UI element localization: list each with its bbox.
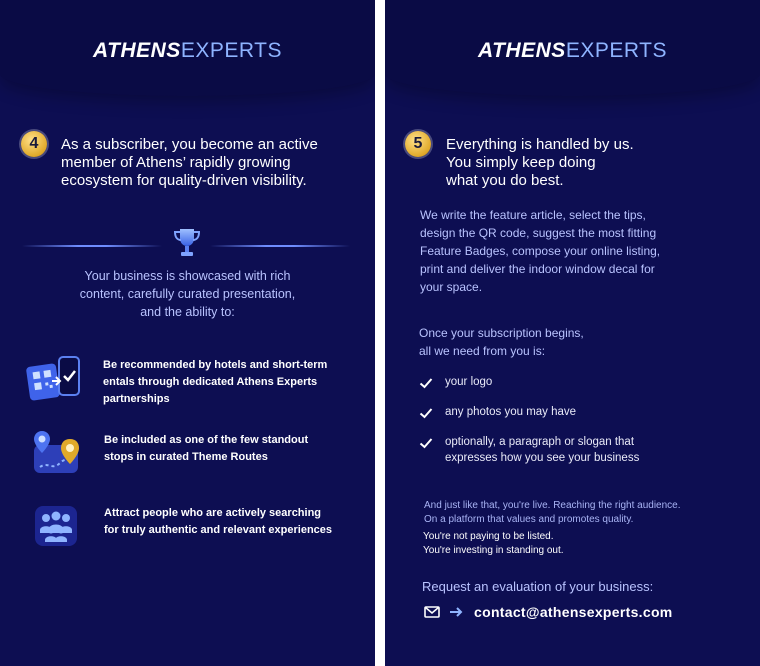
logo-part-2: EXPERTS: [565, 39, 667, 62]
email-link[interactable]: contact@athensexperts.com: [474, 604, 673, 620]
route-map-icon: [30, 427, 82, 479]
headline-line: You simply keep doing: [446, 154, 596, 171]
checklist-text: [445, 404, 576, 420]
subscription-line: all we need from you is:: [419, 344, 546, 358]
checklist-line: any photos you may have: [445, 406, 577, 418]
feature-line: partnerships: [103, 393, 170, 405]
closing-strong-text: [423, 530, 564, 558]
feature-line: entals through dedicated Athens Experts: [103, 376, 318, 388]
divider-right: [210, 245, 350, 247]
brand-logo: [0, 40, 375, 62]
closing-strong-line: You're not paying to be listed.: [423, 531, 554, 542]
paragraph-line: design the QR code, suggest the most fitting: [420, 226, 657, 240]
step-headline: [61, 136, 318, 190]
people-group-icon: [35, 506, 77, 546]
step-headline: [446, 136, 634, 190]
feature-line: Be included as one of the few standout: [104, 434, 309, 446]
checklist-text: [445, 374, 492, 390]
checklist-line: optionally, a paragraph or slogan that: [445, 436, 635, 448]
check-icon: [419, 406, 433, 420]
intro-text: [0, 267, 375, 321]
feature-line: for truly authentic and relevant experiences: [104, 524, 333, 536]
feature-attract: [104, 505, 332, 539]
paragraph-line: Feature Badges, compose your online listing,: [420, 244, 661, 258]
intro-line: and the ability to:: [140, 305, 235, 319]
step-badge: 4: [21, 131, 47, 157]
intro-line: content, carefully curated presentation,: [79, 287, 296, 301]
feature-line: Be recommended by hotels and short-term: [103, 359, 328, 371]
step-badge: 5: [405, 131, 431, 157]
closing-line: On a platform that values and promotes quality.: [424, 514, 634, 525]
logo-part-2: EXPERTS: [180, 39, 282, 62]
checklist-line: expresses how you see your business: [445, 452, 640, 464]
subscription-line: Once your subscription begins,: [419, 326, 584, 340]
check-icon: [419, 436, 433, 450]
closing-line: And just like that, you're live. Reaching the right audience.: [424, 500, 681, 511]
paragraph-line: your space.: [420, 280, 483, 294]
headline-line: what you do best.: [446, 172, 564, 189]
paragraph-line: We write the feature article, select the tips,: [420, 208, 646, 222]
header-right: [385, 0, 760, 96]
checklist-text: [445, 434, 639, 466]
logo-part-1: ATHENS: [478, 39, 566, 62]
feature-recommended: [103, 357, 327, 408]
headline-line: ecosystem for quality-driven visibility.: [61, 172, 307, 189]
check-icon: [419, 376, 433, 390]
services-paragraph: [420, 206, 660, 296]
checklist-item: [419, 374, 492, 390]
paragraph-line: print and deliver the indoor window decal for: [420, 262, 655, 276]
envelope-icon: [424, 606, 440, 618]
arrow-right-icon: [449, 606, 463, 618]
cta-text: Request an evaluation of your business:: [422, 579, 654, 594]
feature-line: Attract people who are actively searching: [104, 507, 322, 519]
headline-line: Everything is handled by us.: [446, 136, 634, 153]
checklist-item: [419, 404, 576, 420]
qr-phone-icon: [26, 355, 82, 407]
feature-theme-routes: [104, 432, 308, 466]
intro-line: Your business is showcased with rich: [84, 269, 291, 283]
checklist-line: your logo: [445, 376, 493, 388]
headline-line: member of Athens’ rapidly growing: [61, 154, 291, 171]
email-contact[interactable]: [424, 604, 673, 620]
feature-line: stops in curated Theme Routes: [104, 451, 268, 463]
logo-part-1: ATHENS: [93, 39, 181, 62]
closing-text: [424, 499, 681, 527]
header-left: [0, 0, 375, 96]
checklist-item: [419, 434, 639, 466]
divider-left: [22, 245, 162, 247]
right-panel: [385, 0, 760, 666]
brand-logo: [385, 40, 760, 62]
closing-strong-line: You're investing in standing out.: [423, 545, 564, 556]
trophy-icon: [171, 226, 203, 260]
left-panel: [0, 0, 375, 666]
subscription-text: [419, 324, 584, 360]
headline-line: As a subscriber, you become an active: [61, 136, 318, 153]
